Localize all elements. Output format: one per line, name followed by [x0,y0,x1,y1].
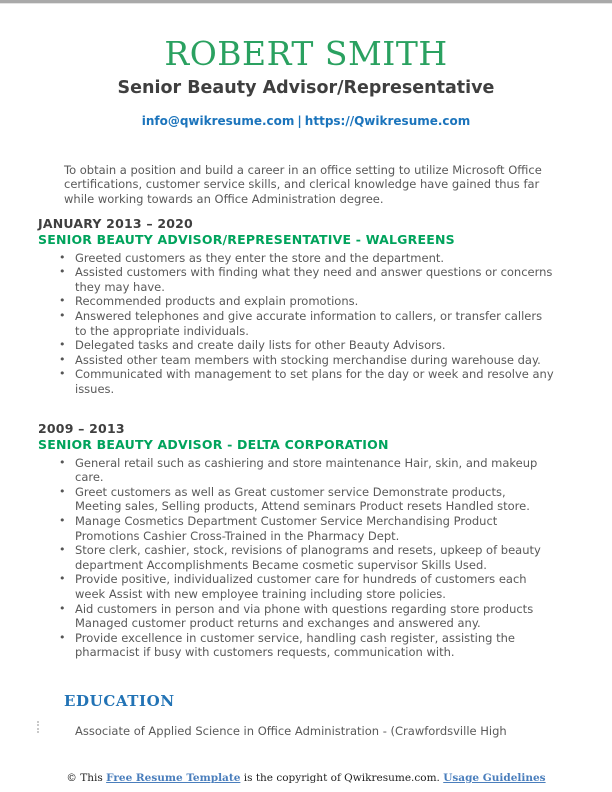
experience-bullet: • Communicated with management to set plans for the day or week and resolve any issues. [75,367,555,396]
truncated-bullet-marker [37,721,39,733]
candidate-name: ROBERT SMITH [164,34,448,73]
website-link[interactable]: https://Qwikresume.com [304,114,471,129]
education-section [0,692,612,739]
job-duties-list [38,456,555,660]
job-duties-list [38,251,555,397]
resume-header [0,34,612,129]
experience-bullet: • Aid customers in person and via phone with questions regarding store products Managed customer product returns and exchanges and answered any. [75,602,555,631]
footer-text-prefix: © This [66,772,107,784]
experience-bullet: • Provide positive, individualized customer care for hundreds of customers each week Assist with new employee training including store policies. [75,572,555,601]
page-top-bar [0,0,612,4]
free-resume-template-link[interactable]: Free Resume Template [106,772,241,784]
footer-text-middle: is the copyright of Qwikresume.com. [240,772,444,784]
candidate-title: Senior Beauty Advisor/Representative [117,77,495,98]
experience-section-walgreens [38,216,574,397]
contact-line [0,114,612,128]
education-heading: EDUCATION [64,691,175,710]
experience-bullet: • Provide excellence in customer service, handling cash register, assisting the pharmacist if busy with customers requests, communication with. [75,631,555,660]
job-dates: JANUARY 2013 – 2020 [38,215,193,231]
experience-section-delta [38,421,574,660]
experience-bullet: • Delegated tasks and create daily lists for other Beauty Advisors. [75,338,555,353]
education-entry-row [75,720,555,739]
experience-bullet: • Manage Cosmetics Department Customer Service Merchandising Product Promotions Cashier Cross-Trained in the Pharmacy Dept. [75,514,555,543]
experience-bullet: • Store clerk, cashier, stock, revisions of planograms and resets, upkeep of beauty department Accomplishments Became cosmetic supervisor Skills Used. [75,543,555,572]
education-entry: Associate of Applied Science in Office Administration - (Crawfordsville High [75,723,507,738]
contact-separator: | [297,114,302,129]
experience-bullet: • Assisted other team members with stocking merchandise during warehouse day. [75,353,555,368]
footer-copyright [0,772,612,785]
experience-bullet: • Assisted customers with finding what they need and answer questions or concerns they may have. [75,265,555,294]
experience-bullet: • Recommended products and explain promotions. [75,294,555,309]
experience-bullet: • Greet customers as well as Great customer service Demonstrate products, Meeting sales, Selling products, Attend seminars Product resets Handled store. [75,485,555,514]
summary-paragraph: To obtain a position and build a career in an office setting to utilize Microsoft Office certifications, customer service skills, and clerical knowledge have gained thus far while working towards an Office Administration degree. [64,162,542,207]
job-role-heading: SENIOR BEAUTY ADVISOR - DELTA CORPORATION [38,436,389,452]
experience-bullet: • Greeted customers as they enter the store and the department. [75,251,555,266]
email-link[interactable]: info@qwikresume.com [141,114,295,129]
experience-bullet: • Answered telephones and give accurate information to callers, or transfer callers to the appropriate individuals. [75,309,555,338]
usage-guidelines-link[interactable]: Usage Guidelines [443,772,546,784]
job-dates: 2009 – 2013 [38,420,125,436]
experience-bullet: • General retail such as cashiering and store maintenance Hair, skin, and makeup care. [75,456,555,485]
job-role-heading: SENIOR BEAUTY ADVISOR/REPRESENTATIVE - WALGREENS [38,231,455,247]
